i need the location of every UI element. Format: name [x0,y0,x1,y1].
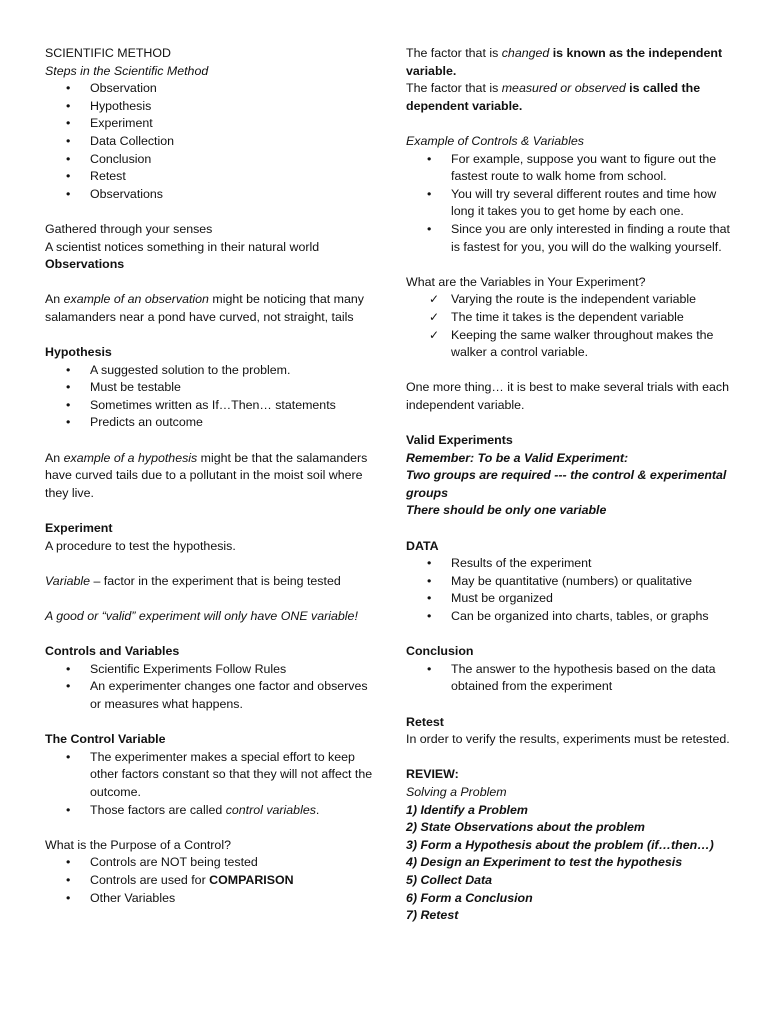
list-item: • The answer to the hypothesis based on the data obtained from the experiment [406,661,736,696]
obs-heading: Observations [45,257,125,272]
list-item: • Observations [45,186,375,204]
list-item: • Experiment [45,115,375,133]
list-item: • A suggested solution to the problem. [45,362,375,380]
purpose-list [45,854,375,907]
cv-list [45,661,375,714]
review-subheading: Solving a Problem [406,784,507,799]
sm-subtitle: Steps in the Scientific Method [45,63,209,78]
list-item: • Scientific Experiments Follow Rules [45,661,375,679]
list-item: • Results of the experiment [406,555,736,573]
obs-example: An example of an observation might be noticing that many salamanders near a pond have curved, not straight, tails [45,292,364,324]
trials-note: One more thing… it is best to make several trials with each independent variable. [406,380,729,412]
list-item: • Those factors are called control variables. [45,802,375,820]
example-list [406,151,736,257]
variables-question: What are the Variables in Your Experiment? [406,274,646,289]
list-item: • Must be testable [45,379,375,397]
variable-def: Variable – factor in the experiment that is being tested [45,573,341,588]
exp-def: A procedure to test the hypothesis. [45,538,236,553]
review-heading: REVIEW: [406,767,459,782]
left-column [45,45,375,907]
valid-one-variable: There should be only one variable [406,503,607,518]
review-step: 2) State Observations about the problem [406,820,645,835]
checklist-item: ✓ The time it takes is the dependent variable [406,309,736,327]
steps-list [45,80,375,203]
list-item: • Data Collection [45,133,375,151]
list-item: • The experimenter makes a special effort to keep other factors constant so that they will not affect the outcome. [45,749,375,802]
list-item: • Controls are NOT being tested [45,854,375,872]
retest-text: In order to verify the results, experiments must be retested. [406,732,730,747]
dependent-def: The factor that is measured or observed is called the dependent variable. [406,81,701,113]
list-item: • Observation [45,80,375,98]
independent-def: The factor that is changed is known as the independent variable. [406,46,723,78]
list-item: • An experimenter changes one factor and observes or measures what happens. [45,678,375,713]
hyp-heading: Hypothesis [45,345,112,360]
sm-title: SCIENTIFIC METHOD [45,46,171,60]
conclusion-heading: Conclusion [406,644,474,659]
review-step: 4) Design an Experiment to test the hypothesis [406,855,683,870]
list-item: • Can be organized into charts, tables, or graphs [406,608,736,626]
list-item: • Other Variables [45,890,375,908]
review-step: 1) Identify a Problem [406,802,528,817]
list-item: • You will try several different routes and time how long it takes you to get home by each one. [406,186,736,221]
list-item: • Conclusion [45,151,375,169]
hyp-list [45,362,375,432]
conclusion-list [406,661,736,696]
example-heading: Example of Controls & Variables [406,133,584,148]
data-list [406,555,736,625]
review-step: 5) Collect Data [406,872,493,887]
obs-line-2: A scientist notices something in their natural world [45,239,320,254]
review-step: 7) Retest [406,908,459,923]
list-item: • Predicts an outcome [45,414,375,432]
valid-note: A good or “valid” experiment will only have ONE variable! [45,609,358,623]
ctrl-heading: The Control Variable [45,732,166,747]
list-item: • Controls are used for COMPARISON [45,872,375,890]
list-item: • May be quantitative (numbers) or qualitative [406,573,736,591]
list-item: • Retest [45,168,375,186]
list-item: • Must be organized [406,590,736,608]
data-heading: DATA [406,538,439,553]
list-item: • Since you are only interested in finding a route that is fastest for you, you will do the walking yourself. [406,221,736,256]
review-step: 6) Form a Conclusion [406,890,533,905]
obs-line-1: Gathered through your senses [45,221,213,236]
hyp-example: An example of a hypothesis might be that the salamanders have curved tails due to a pollutant in the moist soil where they live. [45,450,368,500]
purpose-question: What is the Purpose of a Control? [45,837,231,852]
checklist-item: ✓ Keeping the same walker throughout makes the walker a control variable. [406,327,736,362]
list-item: • Sometimes written as If…Then… statements [45,397,375,415]
ctrl-list [45,749,375,819]
retest-heading: Retest [406,714,444,729]
exp-heading: Experiment [45,521,113,536]
list-item: • For example, suppose you want to figure out the fastest route to walk home from school. [406,151,736,186]
valid-groups: Two groups are required --- the control & experimental groups [406,468,727,500]
variables-checklist [406,291,736,361]
valid-heading: Valid Experiments [406,433,513,448]
checklist-item: ✓ Varying the route is the independent variable [406,291,736,309]
cv-heading: Controls and Variables [45,644,180,659]
right-column [406,45,736,925]
review-step: 3) Form a Hypothesis about the problem (if…then…) [406,837,714,852]
list-item: • Hypothesis [45,98,375,116]
valid-remember: Remember: To be a Valid Experiment: [406,450,629,465]
